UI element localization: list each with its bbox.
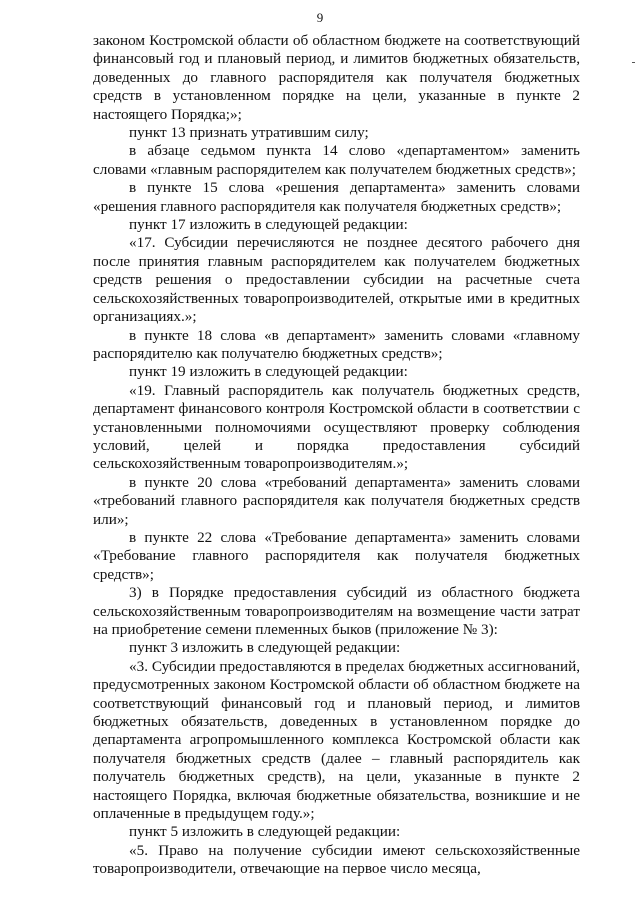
paragraph-5: пункт 17 изложить в следующей редакции:: [129, 216, 408, 234]
paragraph-10: в пункте 20 слова «требований департамента» заменить словами «требований главного распорядителя как получателя бюджетных средств или»;: [93, 473, 580, 528]
paragraph-14: «3. Субсидии предоставляются в пределах бюджетных ассигнований, предусмотренных законом Костромской области об областном бюджете на соответствующий финансовый год и плановый период, и лимитов бюджетных обязательств, доведенных в установленном порядке до департамента агропромышленного комплекса Костромской области как получателя бюджетных средств (далее – главный распорядитель как получатель бюджетных средств), на цели, указанные в пункте 2 настоящего Порядка, включая бюджетные обязательства, возникшие и не оплаченные в предыдущем году.»;: [93, 657, 580, 823]
paragraph-1: законом Костромской области об областном бюджете на соответствующий финансовый год и плановый период, и лимитов бюджетных обязательств, доведенных до главного распорядителя как получателя бюджетных средств в установленном порядке на цели, указанные в пункте 2 настоящего Порядка;»;: [93, 32, 580, 123]
paragraph-3: в абзаце седьмом пункта 14 слово «департаментом» заменить словами «главным распорядителем как получателем бюджетных средств»;: [93, 142, 580, 178]
paragraph-7: в пункте 18 слова «в департамент» заменить словами «главному распорядителю как получателю бюджетных средств»;: [93, 326, 580, 362]
paragraph-13: пункт 3 изложить в следующей редакции:: [129, 639, 401, 657]
paragraph-15: пункт 5 изложить в следующей редакции:: [129, 823, 401, 841]
document-body: [93, 32, 580, 879]
page-number: 9: [316, 10, 324, 25]
paragraph-11: в пункте 22 слова «Требование департамента» заменить словами «Требование главного распорядителя как получателя бюджетных средств»;: [93, 528, 580, 583]
paragraph-4: в пункте 15 слова «решения департамента» заменить словами «решения главного распорядителя как получателя бюджетных средств»;: [93, 179, 580, 215]
paragraph-16: «5. Право на получение субсидии имеют сельскохозяйственные товаропроизводители, отвечающие на первое число месяца,: [93, 841, 580, 878]
paragraph-12: 3) в Порядке предоставления субсидий из областного бюджета сельскохозяйственным товаропроизводителям на возмещение части затрат на приобретение семени племенных быков (приложение № 3):: [93, 584, 580, 638]
paragraph-6: «17. Субсидии перечисляются не позднее десятого рабочего дня после принятия главным распорядителем как получателем бюджетных средств решения о предоставлении субсидии на расчетные счета сельскохозяйственных товаропроизводителей, открытые ими в кредитных организациях.»;: [93, 234, 580, 326]
paragraph-8: пункт 19 изложить в следующей редакции:: [129, 363, 408, 381]
paragraph-9: «19. Главный распорядитель как получатель бюджетных средств, департамент финансового контроля Костромской области в соответствии с установленными полномочиями осуществляют проверку соблюдения условий, целей и порядка предоставления субсидий сельскохозяйственным товаропроизводителям.»;: [93, 381, 580, 473]
paragraph-2: пункт 13 признать утратившим силу;: [129, 124, 369, 142]
scan-edge-mark: [632, 62, 635, 63]
